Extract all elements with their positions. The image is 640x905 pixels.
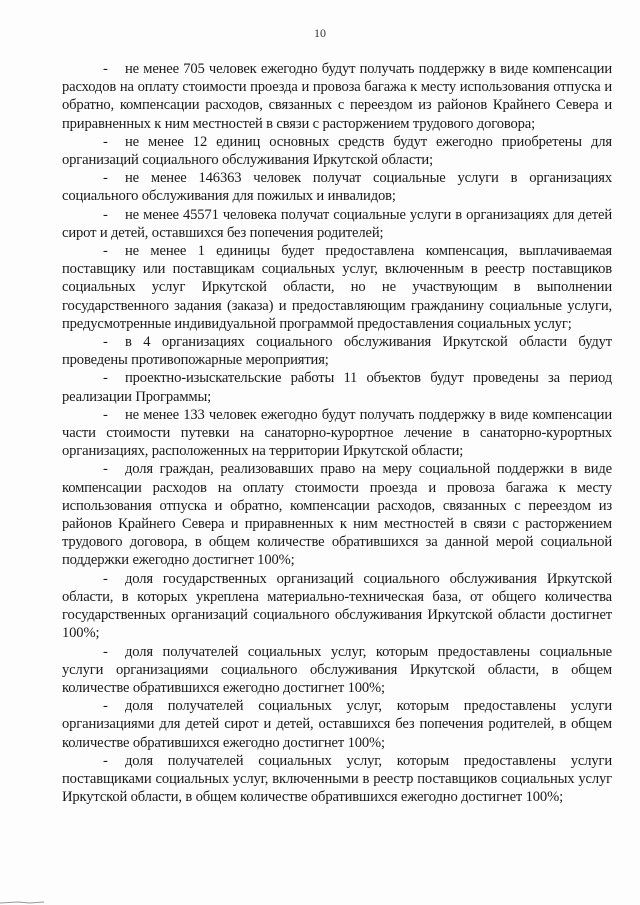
list-item-text: не менее 12 единиц основных средств будут ежегодно приобретены для организаций социального обслуживания Иркутской области; bbox=[62, 133, 612, 169]
list-item-text: не менее 133 человек ежегодно будут получать поддержку в виде компенсации части стоимости путевки на санаторно-курортное лечение в санаторно-курортных организациях, расположенных на территории Иркутской области; bbox=[62, 406, 612, 460]
bullet-dash: - bbox=[103, 406, 108, 423]
bullet-dash: - bbox=[103, 243, 108, 260]
list-item bbox=[62, 242, 612, 333]
list-item-text: доля получателей социальных услуг, которым предоставлены услуги организациями для детей сирот и детей, оставшихся без попечения родителей, в общем количестве обратившихся ежегодно достигнет 100%; bbox=[62, 698, 612, 751]
list-item bbox=[62, 697, 612, 752]
list-item-text: доля государственных организаций социального обслуживания Иркутской области, в которых укреплена материально-техническая база, от общего количества государственных организаций социального обслуживания Иркутской области достигнет 100%; bbox=[62, 570, 612, 642]
list-item bbox=[62, 60, 612, 133]
list-item bbox=[62, 133, 612, 169]
bullet-dash: - bbox=[103, 334, 108, 351]
list-item-text: не менее 146363 человек получат социальные услуги в организациях социального обслуживания для пожилых и инвалидов; bbox=[62, 170, 612, 205]
list-item-text: доля граждан, реализовавших право на меру социальной поддержки в виде компенсации расходов на оплату стоимости проезда и провоза багажа к месту использования отпуска и обратно, компенсации расходов, связанных с переездом из районов Крайнего Севера и приравненных к ним местностей в связи с расторжением трудового договора, в общем количестве обратившихся за данной мерой социальной поддержки ежегодно достигнет 100%; bbox=[62, 461, 612, 569]
bullet-dash: - bbox=[103, 643, 108, 660]
list-item-text: в 4 организациях социального обслуживания Иркутской области будут проведены противопожарные мероприятия; bbox=[62, 334, 612, 369]
bullet-dash: - bbox=[103, 370, 108, 387]
bullet-dash: - bbox=[103, 570, 108, 587]
list-item-text: не менее 1 единицы будет предоставлена компенсация, выплачиваемая поставщику или поставщикам социальных услуг, включенным в реестр поставщиков социальных услуг Иркутской области, но не участвующим в выполнении государственного задания (заказа) и предоставляющим гражданину социальные услуги, предусмотренные индивидуальной программой предоставления социальных услуг; bbox=[62, 243, 612, 332]
list-item-text: доля получателей социальных услуг, которым предоставлены услуги поставщиками социальных услуг, включенными в реестр поставщиков социальных услуг Иркутской области, в общем количестве обратившихся ежегодно достигнет 100%; bbox=[62, 752, 612, 806]
list-item bbox=[62, 369, 612, 405]
bullet-dash: - bbox=[103, 461, 108, 478]
list-item bbox=[62, 169, 612, 205]
page-number: 10 bbox=[314, 26, 326, 40]
bullet-dash: - bbox=[103, 206, 108, 223]
bullet-dash: - bbox=[103, 170, 108, 187]
list-item bbox=[62, 406, 612, 461]
list-item bbox=[62, 333, 612, 369]
list-item-text: доля получателей социальных услуг, которым предоставлены социальные услуги организациями социального обслуживания Иркутской области, в общем количестве обратившихся ежегодно достигнет 100%; bbox=[62, 643, 612, 696]
list-item-text: проектно-изыскательские работы 11 объектов будут проведены за период реализации Программы; bbox=[62, 370, 612, 405]
list-item bbox=[62, 460, 612, 569]
list-item-text: не менее 45571 человека получат социальные услуги в организациях для детей сирот и детей, оставшихся без попечения родителей; bbox=[62, 206, 612, 241]
list-item bbox=[62, 643, 612, 698]
scan-artifact bbox=[0, 897, 60, 905]
list-item bbox=[62, 752, 612, 807]
bullet-dash: - bbox=[103, 61, 108, 77]
bullet-dash: - bbox=[103, 133, 108, 150]
list-item-text: не менее 705 человек ежегодно будут получать поддержку в виде компенсации расходов на оплату стоимости проезда и провоза багажа к месту использования отпуска и обратно, компенсации расходов, связанных с переездом из районов Крайнего Севера и приравненных к ним местностей в связи с расторжением трудового договора; bbox=[62, 61, 612, 132]
bullet-dash: - bbox=[103, 752, 108, 769]
list-item bbox=[62, 570, 612, 643]
bullet-dash: - bbox=[103, 698, 108, 715]
document-body bbox=[62, 60, 612, 806]
list-item bbox=[62, 206, 612, 242]
